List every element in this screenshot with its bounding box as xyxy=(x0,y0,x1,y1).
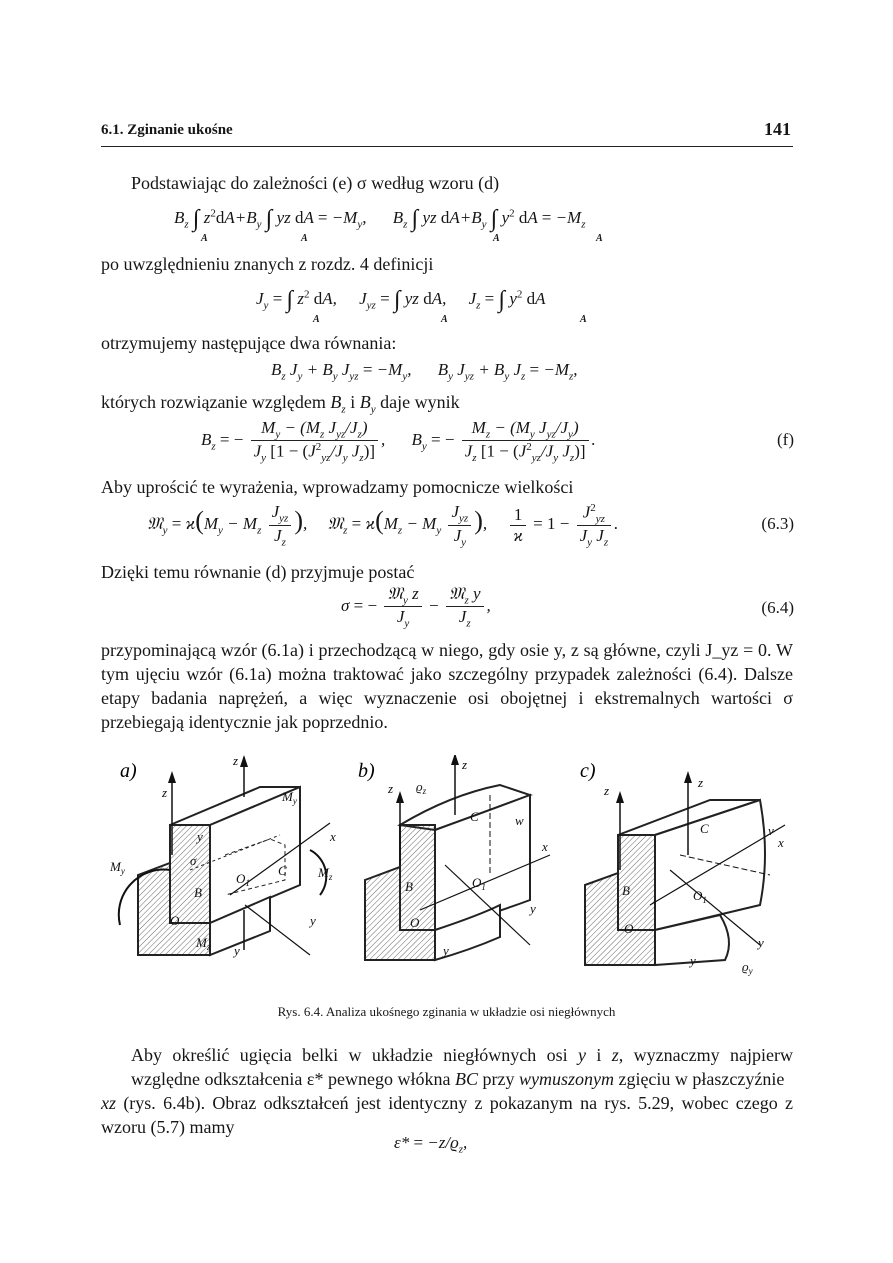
paragraph-7: przypominającą wzór (6.1a) i przechodzącą w niego, gdy osie y, z są główne, czyli J_yz = 0. W tym ujęciu wzór (6.1a) można traktować jako szczególny przypadek zależności (6.4). Dalsze etapy badania naprężeń, a więc wyznaczenie osi obojętnej i ekstremalnych wartości σ przebiegają identycznie jak poprzednio. xyxy=(101,640,793,732)
svg-text:B: B xyxy=(405,879,413,894)
svg-text:O1: $O_1$ xyxy=(693,888,707,905)
equation-6-3: 𝔐$_y$ = $ϰ(M_y - M_z$ $\frac{J_{yz}}{J_z}$ ), 𝔐$_z$ = $ϰ(M_z - M_y$ $\frac{J_{yz}}{J_y}$ ), $\frac{1}{ϰ}$ = 1 − $\frac{J^2_{yz}}{J_y J_z}$ . xyxy=(147,502,619,549)
svg-text:B: B xyxy=(194,885,202,900)
svg-text:v: v xyxy=(768,823,774,838)
figure-6-4 xyxy=(110,755,790,995)
svg-text:z: z xyxy=(388,781,394,796)
equation-6-4: σ = − $\frac{𝔐_y z}{J_y}$ − $\frac{𝔐_z y}{J_z}$ , xyxy=(341,584,491,630)
equation-f-number: (f) xyxy=(777,430,794,449)
svg-text:C: C xyxy=(700,821,709,836)
equation-6-4-number: (6.4) xyxy=(761,598,794,617)
svg-text:z: z xyxy=(604,783,610,798)
svg-text:C: C xyxy=(278,863,287,878)
panel-c-drawing xyxy=(580,760,785,976)
svg-text:x: x xyxy=(330,829,336,844)
svg-text:y: y xyxy=(443,943,449,958)
svg-text:x: x xyxy=(778,835,784,850)
svg-text:y: y xyxy=(197,829,203,844)
page-number: 141 xyxy=(764,119,791,139)
svg-text:z: z xyxy=(462,757,468,772)
svg-text:σ: σ xyxy=(190,853,197,868)
equation-1: $B_z$ ∫ $z^2dA+B_y$ ∫ yz dA = $-M_y$, $B_z$ ∫ yz $dA+B_y$ ∫ $y^2$ dA = $-M_z$ A A A A xyxy=(174,206,603,244)
equation-2: $J_y$ = ∫ $z^2$ dA, $J_{yz}$ = ∫ yz dA, $J_z$ = ∫ $y^2$ dA A A A xyxy=(256,287,587,325)
svg-text:O1: $O_1$ xyxy=(236,871,250,888)
paragraph-6: Dzięki temu równanie (d) przyjmuje postać xyxy=(101,562,415,582)
paragraph-1: Podstawiając do zależności (e) σ według wzoru (d) xyxy=(131,173,500,193)
svg-text:z: z xyxy=(698,775,704,790)
equation-f: $B_z$ = − $\frac{M_y - (M_z J_{yz}/J_z)}{J_y [1 - (J^2_{yz}/J_y J_z)]}$ , $B_y$ = − $\frac{M_z - (M_y J_{yz}/J_y)}{J_z [1 - (J^2_{yz}/J_y J_z)]}$ . xyxy=(201,418,596,465)
svg-text:O1: $O_1$ xyxy=(472,875,486,892)
paragraph-8: Aby określić ugięcia belki w układzie niegłównych osi y i z, wyznaczmy najpierw względne odkształcenia ε* pewnego włókna BC przy wymuszonym zgięciu w płaszczyźnie xyxy=(131,1045,793,1089)
svg-text:x: x xyxy=(542,839,548,854)
svg-text:z: z xyxy=(162,785,168,800)
svg-text:w: w xyxy=(515,813,524,828)
svg-text:My: $M_y$ xyxy=(110,859,125,876)
svg-text:y: y xyxy=(690,953,696,968)
figure-caption: Rys. 6.4. Analiza ukośnego zginania w układzie osi niegłównych xyxy=(277,1004,616,1019)
panel-b-label: b) xyxy=(358,760,375,782)
svg-text:C: C xyxy=(470,809,479,824)
paragraph-2: po uwzględnieniu znanych z rozdz. 4 definicji xyxy=(101,254,434,274)
svg-text:My: $M_y$ xyxy=(282,789,297,806)
svg-text:y: y xyxy=(758,935,764,950)
equation-6-3-number: (6.3) xyxy=(761,514,794,533)
svg-text:ϱz: $ϱ_z$ xyxy=(416,779,427,796)
svg-text:z: z xyxy=(233,755,239,768)
panel-b-drawing xyxy=(358,755,550,960)
svg-text:O: O xyxy=(170,913,180,928)
svg-text:Mz: $M_z$ xyxy=(196,935,211,952)
svg-text:y: y xyxy=(234,943,240,958)
svg-text:ϱy: $ϱ_y$ xyxy=(742,959,753,976)
svg-text:O: O xyxy=(410,915,420,930)
equation-3: $B_z$ $J_y + B_y$ $J_{yz} = -M_y$, $B_y$ $J_{yz} + B_y$ $J_z = -M_z$, xyxy=(271,360,578,383)
svg-text:y: y xyxy=(310,913,316,928)
paragraph-3: otrzymujemy następujące dwa równania: xyxy=(101,333,397,353)
svg-text:B: B xyxy=(622,883,630,898)
svg-text:y: y xyxy=(530,901,536,916)
panel-c-label: c) xyxy=(580,760,596,782)
paragraph-8-cont: xz (rys. 6.4b). Obraz odkształceń jest identyczny z pokazanym na rys. 5.29, wobec czego z wzoru (5.7) mamy xyxy=(101,1093,793,1137)
running-header xyxy=(101,119,793,147)
panel-a-label: a) xyxy=(120,760,137,782)
section-title: 6.1. Zginanie ukośne xyxy=(101,122,233,138)
panel-a-drawing xyxy=(110,755,336,958)
paragraph-5: Aby uprościć te wyrażenia, wprowadzamy pomocnicze wielkości xyxy=(101,477,574,497)
svg-text:O: O xyxy=(624,921,634,936)
equation-last: $\varepsilon* = -z/ϱ_z$, xyxy=(394,1133,468,1156)
paragraph-4: których rozwiązanie względem $B_z$ i $B_y$ daje wynik xyxy=(101,392,460,416)
svg-text:Mz: $M_z$ xyxy=(318,865,333,882)
